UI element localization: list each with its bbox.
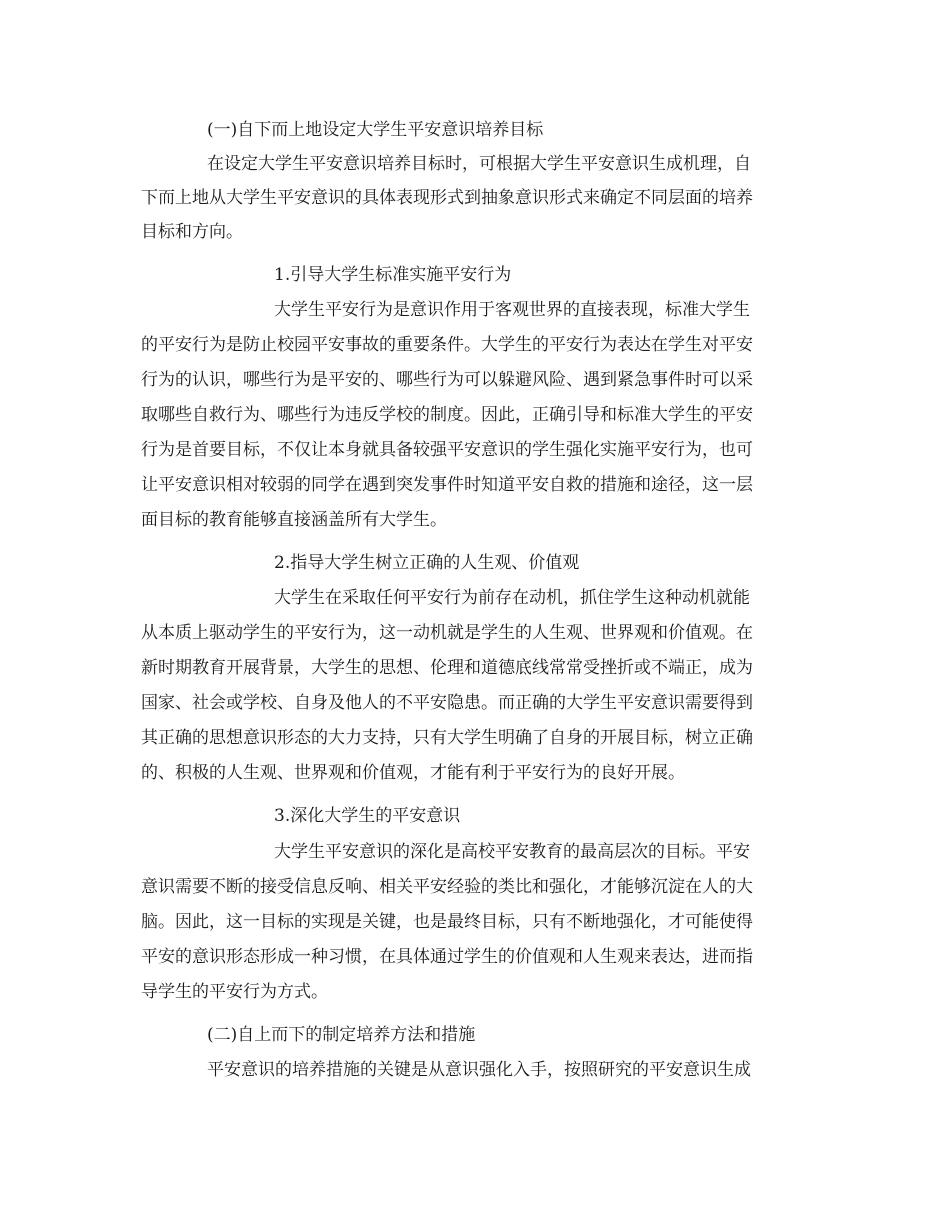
paragraph-line: 新时期教育开展背景，大学生的思想、伦理和道德底线常常受挫折或不端正，成为 [141, 658, 753, 678]
paragraph-line: 取哪些自救行为、哪些行为违反学校的制度。因此，正确引导和标准大学生的平安 [141, 405, 753, 425]
paragraph-line: 目标和方向。 [141, 222, 243, 242]
paragraph-line: 的平安行为是防止校园平安事故的重要条件。大学生的平安行为表达在学生对平安 [141, 335, 753, 355]
subheading-3: 3.深化大学生的平安意识 [274, 806, 461, 826]
paragraph-line: 导学生的平安行为方式。 [141, 982, 328, 1002]
section-heading-2: (二)自上而下的制定培养方法和措施 [207, 1025, 476, 1045]
paragraph-line: 国家、社会或学校、自身及他人的不平安隐患。而正确的大学生平安意识需要得到 [141, 693, 753, 713]
paragraph-line: 下而上地从大学生平安意识的具体表现形式到抽象意识形式来确定不同层面的培养 [141, 188, 753, 208]
paragraph-line: 的、积极的人生观、世界观和价值观，才能有利于平安行为的良好开展。 [141, 763, 685, 783]
paragraph-line: 脑。因此，这一目标的实现是关键，也是最终目标，只有不断地强化，才可能使得 [141, 912, 753, 932]
section-heading-1: (一)自下而上地设定大学生平安意识培养目标 [207, 120, 544, 140]
paragraph-line: 行为是首要目标，不仅让本身就具备较强平安意识的学生强化实施平安行为，也可 [141, 440, 753, 460]
paragraph-line: 大学生平安行为是意识作用于客观世界的直接表现，标准大学生 [274, 300, 750, 320]
paragraph-line: 让平安意识相对较弱的同学在遇到突发事件时知道平安自救的措施和途径，这一层 [141, 475, 753, 495]
paragraph-line: 大学生在采取任何平安行为前存在动机，抓住学生这种动机就能 [274, 588, 750, 608]
paragraph-line: 意识需要不断的接受信息反响、相关平安经验的类比和强化，才能够沉淀在人的大 [141, 877, 753, 897]
paragraph-line: 在设定大学生平安意识培养目标时，可根据大学生平安意识生成机理，自 [207, 154, 751, 174]
subheading-2: 2.指导大学生树立正确的人生观、价值观 [274, 553, 580, 573]
paragraph-line: 从本质上驱动学生的平安行为，这一动机就是学生的人生观、世界观和价值观。在 [141, 623, 753, 643]
paragraph-line: 面目标的教育能够直接涵盖所有大学生。 [141, 510, 447, 530]
paragraph-line: 平安意识的培养措施的关键是从意识强化入手，按照研究的平安意识生成 [207, 1060, 751, 1080]
paragraph-line: 行为的认识，哪些行为是平安的、哪些行为可以躲避风险、遇到紧急事件时可以采 [141, 370, 753, 390]
paragraph-line: 大学生平安意识的深化是高校平安教育的最高层次的目标。平安 [274, 842, 750, 862]
subheading-1: 1.引导大学生标准实施平安行为 [274, 265, 512, 285]
paragraph-line: 平安的意识形态形成一种习惯，在具体通过学生的价值观和人生观来表达，进而指 [141, 947, 753, 967]
paragraph-line: 其正确的思想意识形态的大力支持，只有大学生明确了自身的开展目标，树立正确 [141, 728, 753, 748]
